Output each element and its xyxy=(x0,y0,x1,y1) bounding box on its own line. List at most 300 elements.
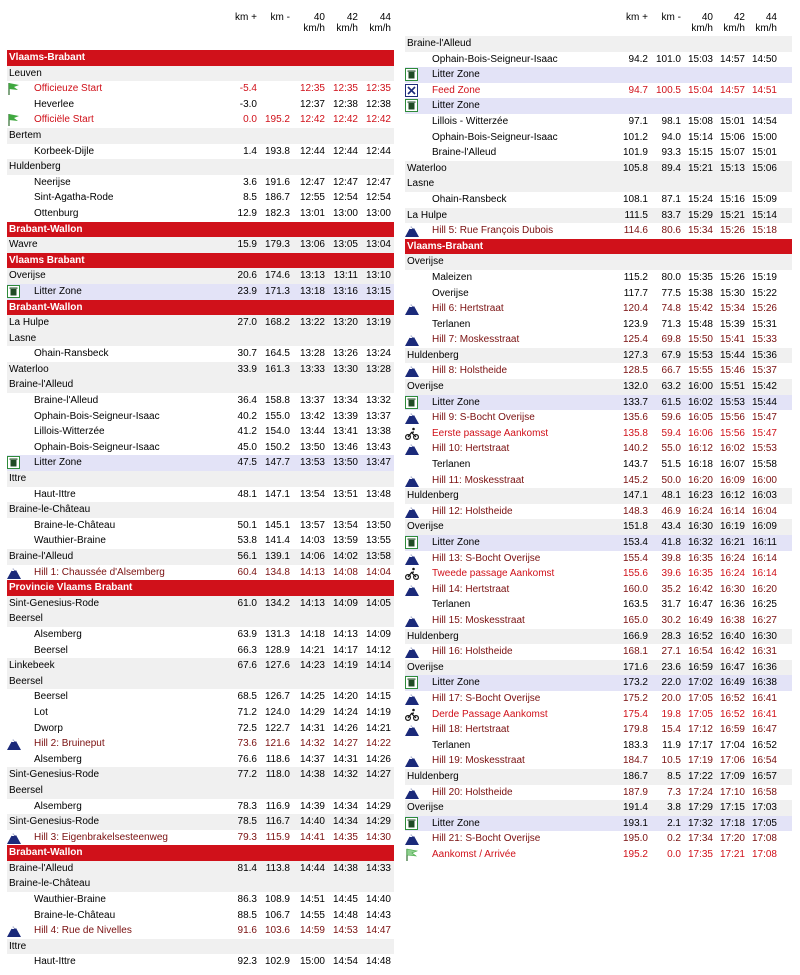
time-c: 12:47 xyxy=(365,176,391,188)
km-covered: 175.4 xyxy=(622,708,648,720)
time-b: 15:41 xyxy=(719,334,745,346)
waypoint-row xyxy=(405,707,792,723)
waypoint-row xyxy=(405,816,792,832)
km-remaining: 27.1 xyxy=(661,646,681,658)
km-covered: 53.8 xyxy=(237,535,257,547)
time-a: 14:21 xyxy=(299,644,325,656)
time-c: 13:43 xyxy=(365,441,391,453)
waypoint-name: Hill 21: S-Bocht Overijse xyxy=(432,833,541,845)
waypoint-name: Ottenburg xyxy=(34,207,79,219)
time-b: 14:35 xyxy=(332,831,358,843)
waypoint-row xyxy=(7,144,394,160)
waypoint-name: Hill 8: Holstheide xyxy=(432,365,508,377)
km-covered: 1.4 xyxy=(243,145,257,157)
km-covered: 86.3 xyxy=(237,894,257,906)
header-speed-44: 44 km/h xyxy=(755,12,777,34)
municipality-row xyxy=(7,596,394,612)
time-c: 15:37 xyxy=(751,365,777,377)
waypoint-row xyxy=(405,644,792,660)
km-covered: -5.4 xyxy=(239,83,257,95)
time-b: 16:24 xyxy=(719,552,745,564)
waypoint-row xyxy=(405,363,792,379)
time-b: 13:51 xyxy=(332,488,358,500)
km-covered: 140.2 xyxy=(622,443,648,455)
km-covered: 45.0 xyxy=(237,441,257,453)
km-covered: 128.5 xyxy=(622,365,648,377)
waypoint-name: Terlanen xyxy=(432,739,471,751)
municipality-row xyxy=(7,876,394,892)
km-covered: 151.8 xyxy=(622,521,648,533)
time-c: 13:50 xyxy=(365,519,391,531)
km-covered: 63.9 xyxy=(237,628,257,640)
time-c: 14:14 xyxy=(365,660,391,672)
waypoint-name: Braine-l'Alleud xyxy=(9,862,74,874)
municipality-row xyxy=(405,379,792,395)
waypoint-name: Wauthier-Braine xyxy=(34,894,106,906)
time-a: 13:06 xyxy=(299,239,325,251)
km-remaining: 155.0 xyxy=(264,410,290,422)
time-a: 15:55 xyxy=(687,365,713,377)
time-b: 13:00 xyxy=(332,207,358,219)
mountain-icon xyxy=(405,832,419,845)
waypoint-row xyxy=(405,753,792,769)
time-b: 16:40 xyxy=(719,630,745,642)
km-covered: 27.0 xyxy=(237,317,257,329)
time-c: 13:10 xyxy=(365,270,391,282)
waypoint-row xyxy=(7,627,394,643)
time-b: 12:47 xyxy=(332,176,358,188)
municipality-row xyxy=(405,348,792,364)
km-covered: 61.0 xyxy=(237,597,257,609)
km-remaining: 48.1 xyxy=(661,490,681,502)
waypoint-row xyxy=(405,67,792,83)
mountain-icon xyxy=(405,411,419,424)
time-b: 16:38 xyxy=(719,614,745,626)
km-covered: 195.0 xyxy=(622,833,648,845)
mountain-icon xyxy=(405,754,419,767)
waypoint-name: Hill 20: Holstheide xyxy=(432,786,513,798)
time-b: 14:34 xyxy=(332,800,358,812)
km-remaining: 61.5 xyxy=(661,396,681,408)
waypoint-name: Overijse xyxy=(407,661,444,673)
km-covered: 92.3 xyxy=(237,956,257,968)
time-c: 14:47 xyxy=(365,925,391,937)
waypoint-row xyxy=(405,192,792,208)
time-c: 16:57 xyxy=(751,770,777,782)
km-covered: 184.7 xyxy=(622,755,648,767)
km-covered: 101.9 xyxy=(622,147,648,159)
km-remaining: 43.4 xyxy=(661,521,681,533)
time-b: 13:54 xyxy=(332,519,358,531)
municipality-row xyxy=(7,549,394,565)
time-c: 13:28 xyxy=(365,363,391,375)
mountain-icon xyxy=(405,302,419,315)
time-b: 14:27 xyxy=(332,738,358,750)
waypoint-name: Beersel xyxy=(34,644,68,656)
time-b: 17:09 xyxy=(719,770,745,782)
time-b: 14:45 xyxy=(332,894,358,906)
time-a: 15:15 xyxy=(687,147,713,159)
time-a: 13:01 xyxy=(299,207,325,219)
waypoint-name: Hill 10: Hertstraat xyxy=(432,443,510,455)
time-b: 16:21 xyxy=(719,537,745,548)
time-a: 15:21 xyxy=(687,162,713,174)
time-c: 15:01 xyxy=(751,147,777,159)
km-covered: 117.7 xyxy=(623,287,648,299)
time-b: 14:17 xyxy=(332,644,358,656)
km-remaining: 195.2 xyxy=(264,114,290,126)
time-b: 14:31 xyxy=(332,753,358,765)
time-a: 14:37 xyxy=(299,753,325,765)
mountain-icon xyxy=(7,737,21,750)
time-b: 14:48 xyxy=(332,909,358,921)
municipality-row xyxy=(405,254,792,270)
km-remaining: 158.8 xyxy=(264,395,290,407)
time-c: 16:36 xyxy=(751,661,777,673)
km-covered: 94.7 xyxy=(628,84,648,96)
waypoint-name: Huldenberg xyxy=(407,349,459,361)
km-remaining: 106.7 xyxy=(264,909,290,921)
municipality-row xyxy=(7,362,394,378)
time-a: 15:53 xyxy=(687,349,713,361)
mountain-icon xyxy=(405,333,419,346)
waypoint-name: Huldenberg xyxy=(407,770,459,782)
waypoint-row xyxy=(7,81,394,97)
region-header xyxy=(7,222,394,238)
time-b: 16:30 xyxy=(719,583,745,595)
schedule-column-right xyxy=(405,0,792,862)
km-remaining: 80.0 xyxy=(661,271,681,283)
time-c: 14:26 xyxy=(365,753,391,765)
km-remaining: 126.7 xyxy=(264,691,290,703)
waypoint-name: Sint-Agatha-Rode xyxy=(34,192,114,204)
time-a: 12:44 xyxy=(299,145,325,157)
time-c: 15:44 xyxy=(751,396,777,408)
time-b: 15:16 xyxy=(719,193,745,205)
waypoint-row xyxy=(405,691,792,707)
waypoint-row xyxy=(7,518,394,534)
time-c: 14:15 xyxy=(365,691,391,703)
km-covered: 168.1 xyxy=(622,646,648,658)
km-covered: -3.0 xyxy=(239,98,257,110)
time-a: 15:42 xyxy=(687,303,713,315)
waypoint-name: Haut-Ittre xyxy=(34,956,76,968)
time-a: 17:35 xyxy=(687,848,713,860)
km-remaining: 102.9 xyxy=(264,956,290,968)
waypoint-name: Ittre xyxy=(9,940,27,952)
time-c: 14:22 xyxy=(365,738,391,750)
waypoint-name: Terlanen xyxy=(432,599,471,611)
waypoint-row xyxy=(405,426,792,442)
waypoint-name: Beersel xyxy=(9,675,43,687)
time-b: 14:57 xyxy=(719,53,745,65)
waypoint-name: Litter Zone xyxy=(432,537,480,548)
time-b: 16:42 xyxy=(719,646,745,658)
spacer-row xyxy=(7,36,394,50)
time-a: 17:22 xyxy=(687,770,713,782)
time-b: 13:46 xyxy=(332,441,358,453)
litter-bin-icon xyxy=(405,676,419,689)
waypoint-row xyxy=(7,892,394,908)
time-c: 14:27 xyxy=(365,769,391,781)
waypoint-row xyxy=(405,286,792,302)
municipality-row xyxy=(7,128,394,144)
km-remaining: 154.0 xyxy=(264,426,290,438)
km-remaining: 69.8 xyxy=(661,334,681,346)
time-b: 13:41 xyxy=(332,426,358,438)
municipality-row xyxy=(7,159,394,175)
time-a: 13:50 xyxy=(299,441,325,453)
km-remaining: 39.8 xyxy=(661,552,681,564)
time-a: 13:42 xyxy=(299,410,325,422)
time-c: 12:35 xyxy=(365,83,391,95)
time-a: 12:47 xyxy=(299,176,325,188)
time-a: 16:24 xyxy=(687,505,713,517)
km-covered: 0.0 xyxy=(243,114,257,126)
waypoint-row xyxy=(405,145,792,161)
km-covered: 115.2 xyxy=(623,271,648,283)
km-remaining: 66.7 xyxy=(661,365,681,377)
time-b: 14:32 xyxy=(332,769,358,781)
waypoint-row xyxy=(405,52,792,68)
time-b: 14:02 xyxy=(332,551,358,562)
km-remaining: 174.6 xyxy=(264,270,290,282)
time-b: 15:46 xyxy=(719,365,745,377)
km-covered: 77.2 xyxy=(237,769,257,781)
municipality-row xyxy=(7,237,394,253)
time-b: 17:06 xyxy=(719,755,745,767)
km-covered: 3.6 xyxy=(243,176,257,188)
waypoint-name: Haut-Ittre xyxy=(34,488,76,500)
time-c: 15:22 xyxy=(751,287,777,299)
time-b: 15:01 xyxy=(719,115,745,127)
green-flag-icon xyxy=(7,82,21,95)
waypoint-name: Officiële Start xyxy=(34,114,94,126)
time-c: 16:11 xyxy=(752,537,777,548)
km-remaining: 23.6 xyxy=(661,661,681,673)
waypoint-name: Brabant-Wallon xyxy=(9,301,83,313)
waypoint-name: Hill 11: Moskesstraat xyxy=(432,474,525,486)
municipality-row xyxy=(7,658,394,674)
waypoint-row xyxy=(7,424,394,440)
km-covered: 66.3 xyxy=(237,644,257,656)
mountain-icon xyxy=(405,505,419,518)
mountain-icon xyxy=(405,645,419,658)
time-c: 14:51 xyxy=(751,84,777,96)
time-b: 12:38 xyxy=(332,98,358,110)
waypoint-name: Litter Zone xyxy=(432,396,480,408)
time-c: 12:38 xyxy=(365,98,391,110)
km-covered: 48.1 xyxy=(237,488,257,500)
time-c: 14:05 xyxy=(365,597,391,609)
km-remaining: 139.1 xyxy=(264,551,290,562)
km-remaining: 127.6 xyxy=(264,660,290,672)
km-covered: 148.3 xyxy=(622,505,648,517)
municipality-row xyxy=(405,769,792,785)
km-covered: 20.6 xyxy=(237,270,257,282)
column-headers xyxy=(7,0,394,36)
header-speed-40: 40 km/h xyxy=(691,12,713,34)
waypoint-row xyxy=(405,410,792,426)
time-c: 17:08 xyxy=(751,833,777,845)
waypoint-name: Eerste passage Aankomst xyxy=(432,427,549,439)
time-b: 14:26 xyxy=(332,722,358,734)
km-remaining: 7.3 xyxy=(667,786,681,798)
time-c: 15:31 xyxy=(751,318,777,330)
km-covered: 105.8 xyxy=(622,162,648,174)
waypoint-row xyxy=(405,566,792,582)
time-c: 16:04 xyxy=(751,505,777,517)
km-remaining: 164.5 xyxy=(264,348,290,360)
feed-zone-icon xyxy=(405,84,419,97)
time-a: 13:22 xyxy=(299,317,325,329)
time-c: 16:14 xyxy=(751,552,777,564)
time-b: 15:34 xyxy=(719,303,745,315)
km-covered: 72.5 xyxy=(237,722,257,734)
waypoint-name: Braine-le-Château xyxy=(34,909,116,921)
waypoint-name: Neerijse xyxy=(34,176,71,188)
time-a: 17:19 xyxy=(687,755,713,767)
km-remaining: 191.6 xyxy=(264,176,290,188)
time-b: 13:30 xyxy=(332,363,358,375)
km-remaining: 118.6 xyxy=(265,753,290,765)
km-remaining: 147.1 xyxy=(264,488,290,500)
waypoint-name: Hill 12: Holstheide xyxy=(432,505,513,517)
region-header xyxy=(7,580,394,596)
km-remaining: 121.6 xyxy=(264,738,290,750)
time-b: 12:42 xyxy=(332,114,358,126)
waypoint-name: Hill 17: S-Bocht Overijse xyxy=(432,692,541,704)
municipality-row xyxy=(405,660,792,676)
waypoint-name: Braine-l'Alleud xyxy=(9,551,74,562)
km-remaining: 93.3 xyxy=(661,147,681,159)
time-c: 14:21 xyxy=(365,722,391,734)
time-c: 15:58 xyxy=(751,459,777,471)
time-a: 16:59 xyxy=(687,661,713,673)
km-covered: 155.4 xyxy=(622,552,648,564)
time-a: 13:53 xyxy=(299,457,325,469)
time-b: 14:34 xyxy=(332,816,358,828)
km-remaining: 31.7 xyxy=(661,599,681,611)
time-b: 16:07 xyxy=(719,459,745,471)
waypoint-row xyxy=(7,721,394,737)
time-a: 17:32 xyxy=(687,817,713,829)
km-covered: 186.7 xyxy=(622,770,648,782)
km-remaining: 87.1 xyxy=(661,193,681,205)
km-remaining: 179.3 xyxy=(264,239,290,251)
waypoint-name: Overijse xyxy=(407,521,444,533)
time-b: 15:56 xyxy=(719,412,745,424)
km-covered: 111.5 xyxy=(624,209,648,221)
time-b: 15:26 xyxy=(719,225,745,237)
km-covered: 135.8 xyxy=(622,427,648,439)
time-b: 12:44 xyxy=(332,145,358,157)
km-covered: 195.2 xyxy=(622,848,648,860)
time-a: 13:54 xyxy=(299,488,325,500)
km-remaining: 22.0 xyxy=(661,677,681,689)
km-covered: 163.5 xyxy=(622,599,648,611)
time-a: 13:33 xyxy=(299,363,325,375)
time-a: 12:55 xyxy=(299,192,325,204)
waypoint-name: Hill 3: Eigenbrakelsesteenweg xyxy=(34,831,168,843)
km-remaining: 67.9 xyxy=(661,349,681,361)
time-c: 13:55 xyxy=(365,535,391,547)
time-c: 14:50 xyxy=(751,53,777,65)
municipality-row xyxy=(7,861,394,877)
waypoint-name: Sint-Genesius-Rode xyxy=(9,769,100,781)
time-a: 14:18 xyxy=(299,628,325,640)
time-c: 14:40 xyxy=(365,894,391,906)
waypoint-name: Overijse xyxy=(407,802,444,814)
time-c: 14:48 xyxy=(365,956,391,968)
time-b: 14:13 xyxy=(332,628,358,640)
time-a: 15:08 xyxy=(687,115,713,127)
waypoint-name: Beersel xyxy=(34,691,68,703)
km-covered: 50.1 xyxy=(237,519,257,531)
cyclist-icon xyxy=(405,567,419,580)
waypoint-name: Aankomst / Arrivée xyxy=(432,848,516,860)
km-remaining: 50.0 xyxy=(661,474,681,486)
time-c: 13:47 xyxy=(365,457,391,469)
km-remaining: 20.0 xyxy=(661,692,681,704)
waypoint-row xyxy=(405,270,792,286)
km-remaining: 116.7 xyxy=(265,816,290,828)
waypoint-row xyxy=(7,689,394,705)
time-a: 12:35 xyxy=(299,83,325,95)
km-remaining: 103.6 xyxy=(264,925,290,937)
time-c: 15:06 xyxy=(751,162,777,174)
waypoint-name: Huldenberg xyxy=(9,161,61,173)
header-km-minus: km - xyxy=(661,12,681,23)
km-remaining: 116.9 xyxy=(265,800,290,812)
waypoint-row xyxy=(405,551,792,567)
time-b: 16:24 xyxy=(719,568,745,580)
km-remaining: 46.9 xyxy=(661,505,681,517)
municipality-row xyxy=(7,502,394,518)
km-remaining: 19.8 xyxy=(661,708,681,720)
time-b: 12:35 xyxy=(332,83,358,95)
time-c: 13:38 xyxy=(365,426,391,438)
waypoint-name: Overijse xyxy=(9,270,46,282)
waypoint-name: Braine-l'Alleud xyxy=(9,379,74,391)
km-covered: 187.9 xyxy=(622,786,648,798)
km-remaining: 168.2 xyxy=(264,317,290,329)
time-b: 16:12 xyxy=(719,490,745,502)
km-covered: 165.0 xyxy=(622,614,648,626)
waypoint-name: Litter Zone xyxy=(432,677,480,689)
waypoint-name: Braine-le-Château xyxy=(34,519,116,531)
waypoint-row xyxy=(7,487,394,503)
time-a: 16:20 xyxy=(687,474,713,486)
km-remaining: 171.3 xyxy=(264,285,290,297)
waypoint-name: Vlaams-Brabant xyxy=(407,240,484,252)
km-covered: 94.2 xyxy=(628,53,648,65)
waypoint-name: Overijse xyxy=(407,381,444,393)
km-remaining: 145.1 xyxy=(264,519,290,531)
time-b: 15:44 xyxy=(719,349,745,361)
waypoint-row xyxy=(405,130,792,146)
time-c: 15:09 xyxy=(751,193,777,205)
km-remaining: 35.2 xyxy=(661,583,681,595)
waypoint-row xyxy=(405,98,792,114)
time-c: 14:54 xyxy=(751,115,777,127)
time-b: 15:56 xyxy=(719,427,745,439)
km-covered: 101.2 xyxy=(622,131,648,143)
km-remaining: 39.6 xyxy=(661,568,681,580)
waypoint-row xyxy=(7,97,394,113)
km-covered: 153.4 xyxy=(622,537,648,548)
time-b: 17:04 xyxy=(719,739,745,751)
